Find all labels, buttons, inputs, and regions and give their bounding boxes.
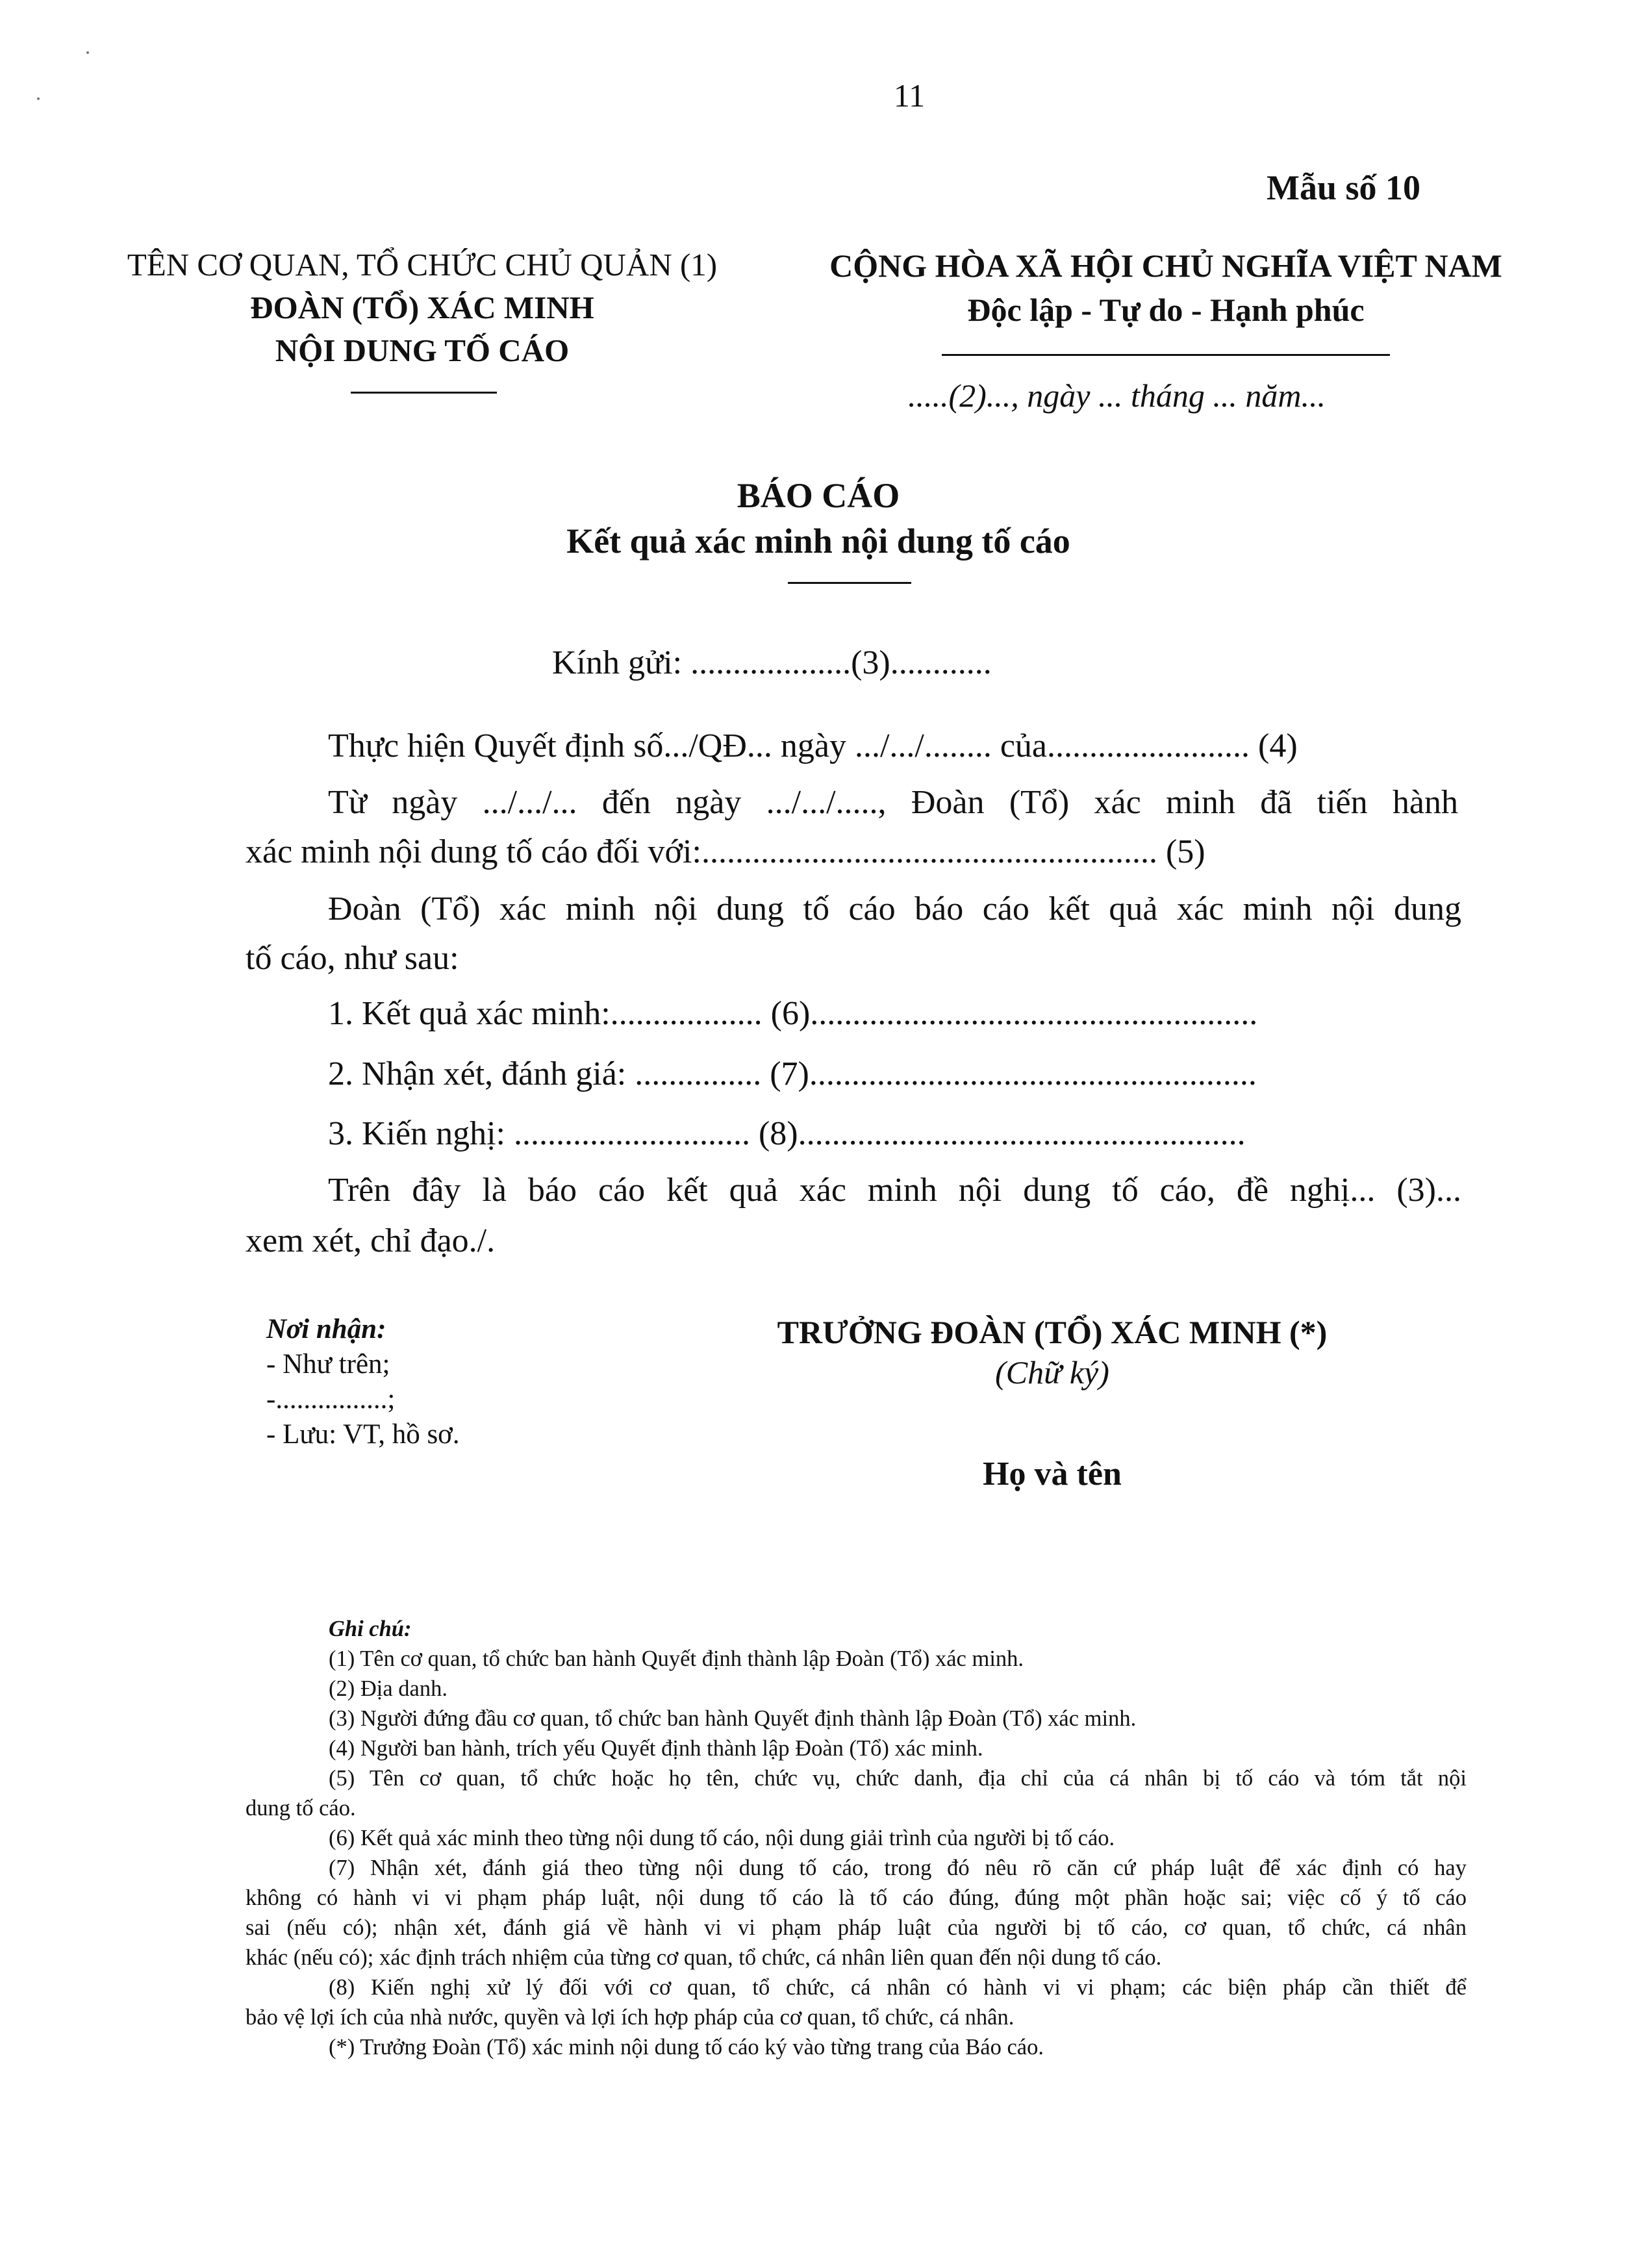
header-left xyxy=(58,244,786,372)
note-item-continued: bảo vệ lợi ích của nhà nước, quyền và lợi ích hợp pháp của cơ quan, tổ chức, cá nhân. xyxy=(246,2005,1015,2030)
body-item-2: 2. Nhận xét, đánh giá: ............... (7)..................................................... xyxy=(328,1055,1257,1092)
note-item: (*) Trưởng Đoàn (Tổ) xác minh nội dung tố cáo ký vào từng trang của Báo cáo. xyxy=(329,2035,1044,2060)
body-p3-line1: Đoàn (Tổ) xác minh nội dung tố cáo báo cáo kết quả xác minh nội dung xyxy=(328,890,1461,927)
body-closing-line2: xem xét, chỉ đạo./. xyxy=(246,1222,496,1259)
note-item: (3) Người đứng đầu cơ quan, tổ chức ban hành Quyết định thành lập Đoàn (Tổ) xác minh. xyxy=(329,1706,1137,1731)
body-closing-line1: Trên đây là báo cáo kết quả xác minh nội dung tố cáo, đề nghị... (3)... xyxy=(328,1172,1461,1209)
note-item: (4) Người ban hành, trích yếu Quyết định thành lập Đoàn (Tổ) xác minh. xyxy=(329,1736,983,1761)
scan-speck xyxy=(86,51,89,54)
signature-note: (Chữ ký) xyxy=(995,1354,1109,1391)
body-p2-line1: Từ ngày .../.../... đến ngày .../.../....., Đoàn (Tổ) xác minh đã tiến hành xyxy=(328,784,1458,821)
verification-subject: NỘI DUNG TỐ CÁO xyxy=(275,333,570,368)
note-item-continued: sai (nếu có); nhận xét, đánh giá về hành vi vi phạm pháp luật của người bị tố cáo, cơ quan, tổ chức, cá nhân xyxy=(246,1915,1467,1940)
scan-speck xyxy=(37,97,40,100)
signer-title: TRƯỞNG ĐOÀN (TỔ) XÁC MINH (*) xyxy=(777,1314,1328,1350)
note-item: (6) Kết quả xác minh theo từng nội dung tố cáo, nội dung giải trình của người bị tố cáo. xyxy=(329,1826,1115,1850)
note-item-continued: dung tố cáo. xyxy=(246,1796,356,1821)
parent-agency-name: TÊN CƠ QUAN, TỔ CHỨC CHỦ QUẢN (1) xyxy=(127,247,718,283)
header-left-rule xyxy=(351,392,497,394)
recipients-block xyxy=(266,1312,656,1452)
report-title: BÁO CÁO xyxy=(737,476,900,515)
body-item-3: 3. Kiến nghị: ............................ (8)..................................................... xyxy=(328,1115,1246,1152)
body-p1: Thực hiện Quyết định số.../QĐ... ngày .../.../........ của........................ (4) xyxy=(328,727,1298,764)
note-item-continued: khác (nếu có); xác định trách nhiệm của từng cơ quan, tổ chức, cá nhân liên quan đến nội dung tố cáo. xyxy=(246,1945,1162,1970)
note-item: (8) Kiến nghị xử lý đối với cơ quan, tổ chức, cá nhân có hành vi vi phạm; các biện pháp cần thiết để xyxy=(329,1975,1467,2000)
body-p2-line2: xác minh nội dung tố cáo đối với:...................................................... (5) xyxy=(246,833,1205,870)
verification-team-name: ĐOÀN (TỔ) XÁC MINH xyxy=(250,290,594,325)
title-underline xyxy=(788,582,911,584)
place-date-line: .....(2)..., ngày ... tháng ... năm... xyxy=(908,377,1326,414)
note-item: (1) Tên cơ quan, tổ chức ban hành Quyết định thành lập Đoàn (Tổ) xác minh. xyxy=(329,1646,1024,1671)
recipients-item: - Lưu: VT, hồ sơ. xyxy=(266,1419,460,1450)
signer-name: Họ và tên xyxy=(983,1455,1122,1493)
header-right xyxy=(783,244,1549,332)
note-item-continued: không có hành vi vi phạm pháp luật, nội dung tố cáo là tố cáo đúng, đúng một phần hoặc sai; việc cố ý tố cáo xyxy=(246,1885,1467,1910)
national-motto: Độc lập - Tự do - Hạnh phúc xyxy=(967,292,1365,328)
notes-heading: Ghi chú: xyxy=(329,1617,412,1641)
national-title: CỘNG HÒA XÃ HỘI CHỦ NGHĨA VIỆT NAM xyxy=(829,247,1502,284)
notes-section xyxy=(246,1614,1467,2062)
recipient-line: Kính gửi: ...................(3)............ xyxy=(552,644,992,681)
page-number: 11 xyxy=(893,77,926,114)
report-subtitle: Kết quả xác minh nội dung tố cáo xyxy=(566,522,1070,561)
body-item-1: 1. Kết quả xác minh:.................. (6)..................................................... xyxy=(328,995,1258,1032)
motto-underline xyxy=(942,354,1390,356)
note-item: (7) Nhận xét, đánh giá theo từng nội dung tố cáo, trong đó nêu rõ căn cứ pháp luật để xác định có hay xyxy=(329,1856,1467,1880)
recipients-item: - Như trên; xyxy=(266,1349,390,1380)
form-number: Mẫu số 10 xyxy=(1267,168,1421,207)
signature-block xyxy=(727,1312,1377,1392)
report-title-block xyxy=(455,473,1182,564)
body-p3-line2: tố cáo, như sau: xyxy=(246,940,459,977)
note-item: (2) Địa danh. xyxy=(329,1676,448,1701)
note-item: (5) Tên cơ quan, tổ chức hoặc họ tên, chức vụ, chức danh, địa chỉ của cá nhân bị tố cáo và tóm tắt nội xyxy=(329,1766,1467,1791)
recipients-heading: Nơi nhận: xyxy=(266,1314,386,1344)
recipients-item: -................; xyxy=(266,1384,396,1415)
